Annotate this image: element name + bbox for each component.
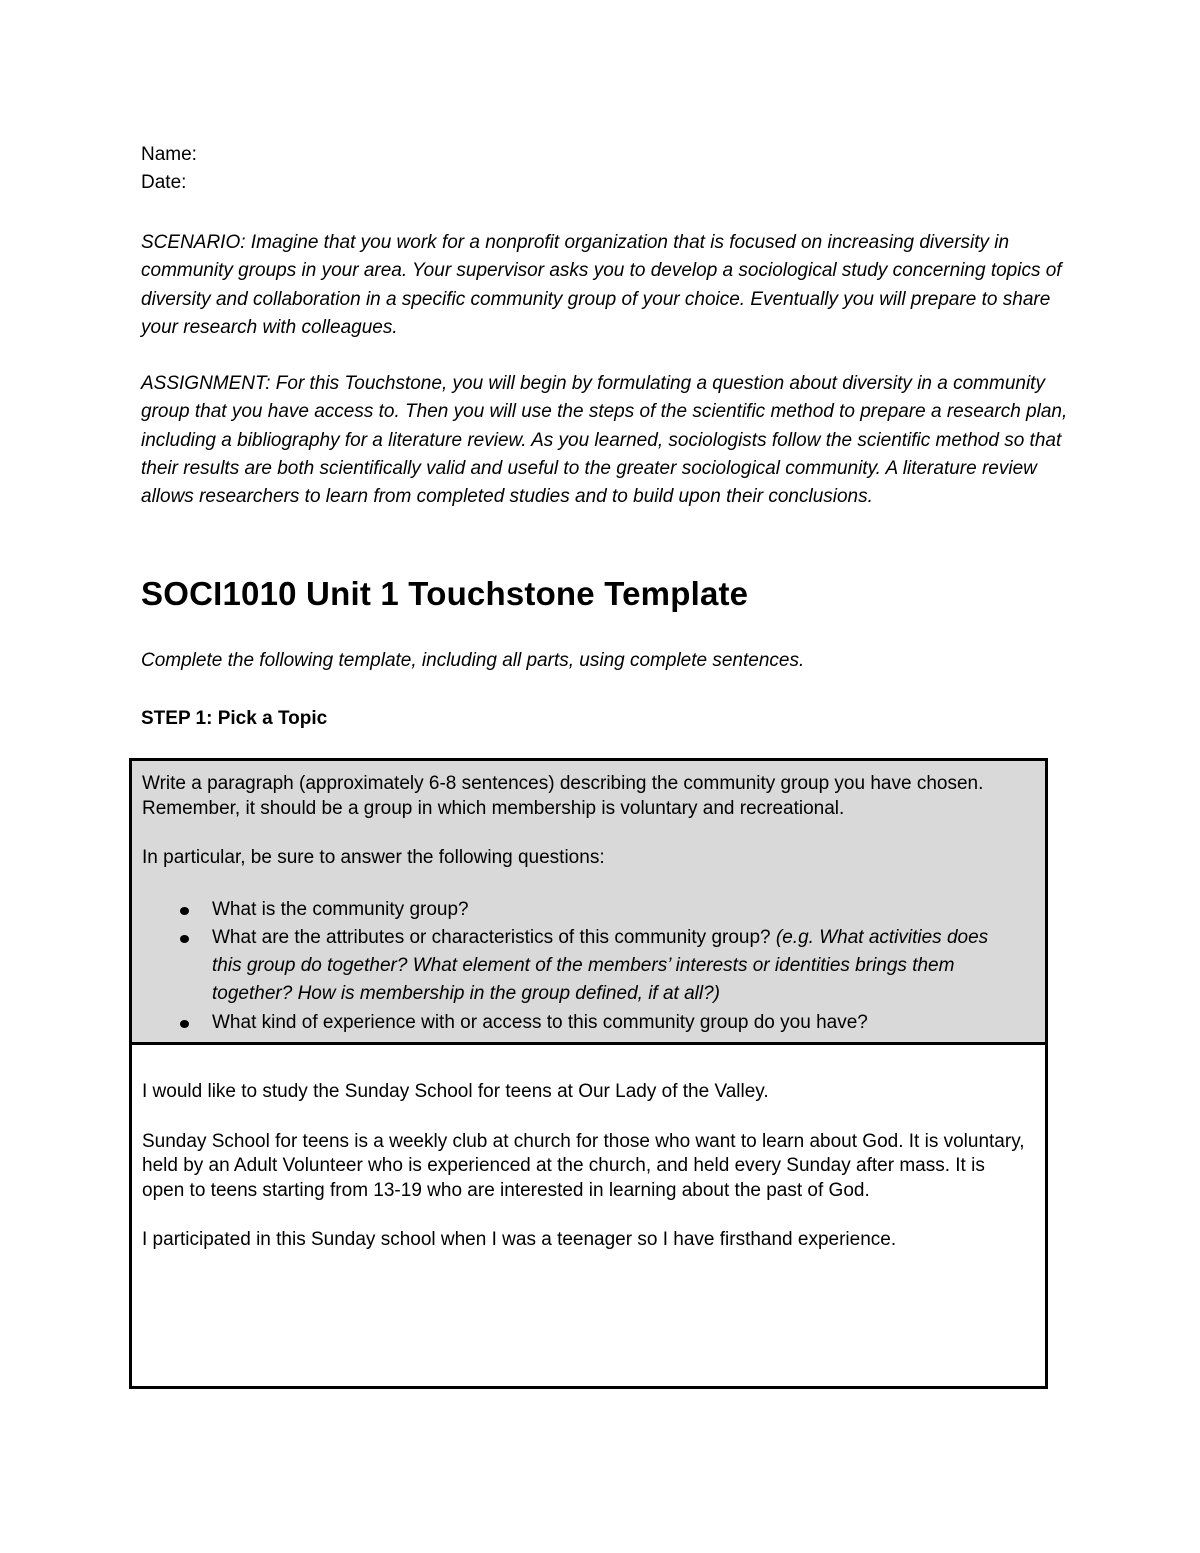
prompt-intro: Write a paragraph (approximately 6-8 sentences) describing the community group you have chosen. Remember, it should be a group in which membership is voluntary and recreational. <box>142 773 984 819</box>
bullet-icon <box>180 907 189 915</box>
date-label: Date: <box>141 172 187 193</box>
answer-paragraph-1: I would like to study the Sunday School for teens at Our Lady of the Valley. <box>142 1081 769 1102</box>
question-text: What kind of experience with or access to this community group do you have? <box>212 1011 868 1033</box>
list-item <box>142 924 1002 1009</box>
assignment-paragraph: ASSIGNMENT: For this Touchstone, you will begin by formulating a question about diversity in a community group that you have access to. Then you will use the steps of the scientific method to prepare a research plan, including a bibliography for a literature review. As you learned, sociologists follow the scientific method so that their results are both scientifically valid and useful to the greater sociological community. A literature review allows researchers to learn from completed studies and to build upon their conclusions. <box>141 373 1068 508</box>
bullet-icon <box>180 935 189 943</box>
answer-paragraph-3: I participated in this Sunday school when I was a teenager so I have firsthand experience. <box>142 1229 897 1250</box>
document-title: SOCI1010 Unit 1 Touchstone Template <box>141 575 749 612</box>
list-item <box>142 1009 1002 1037</box>
bullet-icon <box>180 1020 189 1028</box>
name-label: Name: <box>141 144 197 165</box>
scenario-paragraph: SCENARIO: Imagine that you work for a nonprofit organization that is focused on increasing diversity in community groups in your area. Your supervisor asks you to develop a sociological study concerning topics of diversity and collaboration in a specific community group of your choice. Eventually you will prepare to share your research with colleagues. <box>141 232 1062 338</box>
answer-paragraph-2: Sunday School for teens is a weekly club at church for those who want to learn about God. It is voluntary, held by an Adult Volunteer who is experienced at the church, and held every Sunday after mass. It is open to teens starting from 13-19 who are interested in learning about the past of God. <box>142 1130 1025 1201</box>
step-1-prompt-box <box>129 758 1048 1045</box>
step-1-answer-box[interactable] <box>129 1042 1048 1389</box>
question-note: (e.g. What activities does this group do together? What element of the members’ interests or identities brings them together? How is membership in the group defined, if at all?) <box>212 926 989 1005</box>
prompt-question-list <box>142 896 1045 1037</box>
instructions-text: Complete the following template, including all parts, using complete sentences. <box>141 650 805 671</box>
prompt-lead: In particular, be sure to answer the following questions: <box>142 847 605 868</box>
student-info <box>141 141 197 197</box>
list-item <box>142 896 1002 924</box>
question-text: What is the community group? <box>212 898 469 920</box>
question-text: What are the attributes or characteristics of this community group? <box>212 926 776 948</box>
step-1-heading: STEP 1: Pick a Topic <box>141 708 328 729</box>
